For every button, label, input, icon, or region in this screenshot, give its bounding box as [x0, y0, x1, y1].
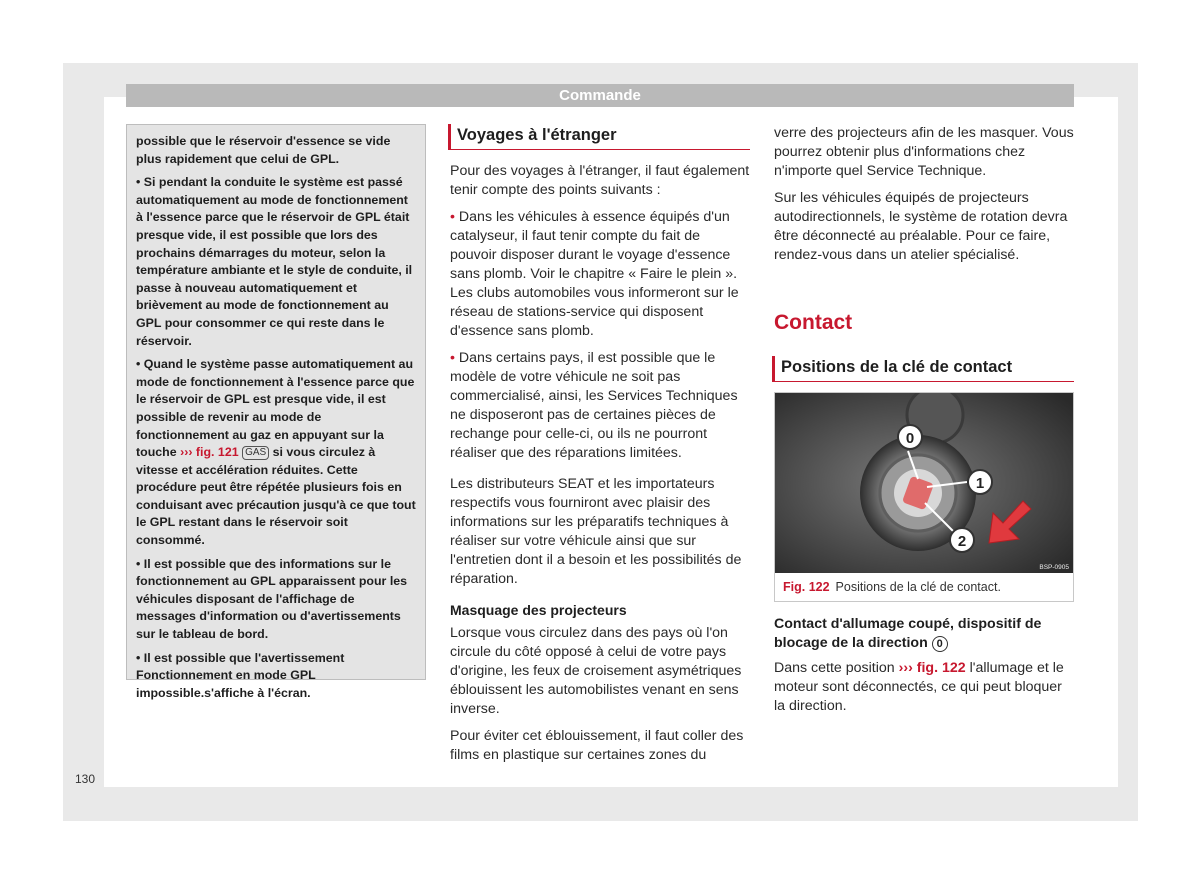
- position-2-label: 2: [957, 533, 967, 550]
- travel-bullet-1: [450, 208, 750, 341]
- travel-bullet-2: [450, 349, 750, 463]
- right-column: [774, 124, 1074, 382]
- middle-column: [450, 124, 750, 773]
- note-para-5: • Il est possible que l'avertissement Fonctionnement en mode GPL impossible.s'affiche à l'écran.: [136, 650, 345, 700]
- note-box: [126, 124, 426, 700]
- figure-code: BSP-0905: [1039, 564, 1069, 571]
- figure-122: [774, 392, 1074, 602]
- note-para-4: • Il est possible que des informations sur le fonctionnement au GPL apparaissent pour les véhicules disposant de l'affichage de messages d'information ou d'avertissements sur le tableau de bord.: [136, 556, 408, 642]
- note-para-3-end: si vous circulez à vitesse et accélération réduites. Cette procédure peut être répétée plusieurs fois en conduisant avec précaution jusqu'à ce que tout le GPL restant dans le réservoir soit consommé.: [136, 445, 416, 548]
- note-para-3-start: • Quand le système passe automatiquement au mode de fonctionnement à l'essence parce que le réservoir de GPL est presque vide, il est possible de revenir au mode de fonctionnement au gaz en appuyant sur la touche: [136, 357, 415, 460]
- position-0-label: 0: [905, 430, 915, 447]
- chapter-header: Commande: [126, 84, 1074, 107]
- masking-cont: verre des projecteurs afin de les masquer. Vous pourrez obtenir plus d'informations chez n'importe quel Service Technique.: [774, 125, 1074, 179]
- travel-bullet-1-text: Dans les véhicules à essence équipés d'un catalyseur, il faut tenir compte du fait de pouvoir disposer durant le voyage d'essence sans plomb. Voir le chapitre « Faire le plein ». Les clubs automobiles vous informeront sur le réseau de stations-service qui disposent d'essence sans plomb.: [450, 209, 739, 339]
- section-heading-key: Positions de la clé de contact: [772, 356, 1074, 382]
- figure-caption-label: Fig. 122: [783, 580, 830, 594]
- bullet-icon: •: [450, 350, 455, 366]
- masking-heading: Masquage des projecteurs: [450, 602, 627, 618]
- fig-122-link[interactable]: ››› fig. 122: [898, 660, 966, 676]
- position-1-label: 1: [975, 475, 985, 492]
- position-0-badge: 0: [932, 636, 948, 652]
- travel-bullet-2-text: Dans certains pays, il est possible que le modèle de votre véhicule ne soit pas commercialisé, ainsi, les Services Techniques ne disposeront pas de certaines pièces de rechange pour celle-ci, ou ils ne pourront réaliser que des réparations limitées.: [450, 350, 738, 461]
- fig-121-link[interactable]: ››› fig. 121: [180, 445, 239, 460]
- masking-para-1: Lorsque vous circulez dans des pays où l'on circule du côté opposé à celui de votre pays d'origine, les feux de croisement asymétriques éblouissent les automobilistes venant en sens inverse.: [450, 625, 742, 717]
- distributors-para: Les distributeurs SEAT et les importateurs respectifs vous fourniront avec plaisir des informations sur les préparatifs techniques à réaliser sur votre véhicule ainsi que sur l'entretien dont il a besoin et les possibilités de réparation.: [450, 476, 742, 587]
- ignition-off-block: [774, 615, 1074, 716]
- note-para-1: possible que le réservoir d'essence se vide plus rapidement que celui de GPL.: [136, 134, 391, 166]
- ignition-illustration: [775, 393, 1073, 573]
- travel-intro: Pour des voyages à l'étranger, il faut également tenir compte des points suivants :: [450, 163, 750, 198]
- contact-title: Contact: [774, 311, 853, 334]
- note-para-2: • Si pendant la conduite le système est passé automatiquement au mode de fonctionnement à l'essence parce que le réservoir de GPL était presque vide, il est possible que lors des prochains démarrages du moteur, selon la température ambiante et le style de conduite, il passe à nouveau automatiquement et brièvement au mode de fonctionnement au GPL pour consommer ce qui reste dans le réservoir.: [136, 175, 413, 348]
- ignition-off-heading-text: Contact d'allumage coupé, dispositif de blocage de la direction: [774, 616, 1042, 651]
- gas-key-icon: GAS: [242, 446, 269, 460]
- ignition-off-heading: [774, 615, 1074, 653]
- figure-caption-text: Positions de la clé de contact.: [835, 580, 1001, 594]
- ignition-off-body-end: l'allumage et le moteur sont déconnectés, ce qui peut bloquer la direction.: [774, 660, 1064, 714]
- ignition-off-body: [774, 659, 1074, 716]
- section-heading-travel: Voyages à l'étranger: [448, 124, 750, 150]
- rotation-para: Sur les véhicules équipés de projecteurs autodirectionnels, le système de rotation devra être déconnecté au préalable. Pour ce faire, rendez-vous dans un atelier spécialisé.: [774, 190, 1068, 263]
- masking-para-2: Pour éviter cet éblouissement, il faut coller des films en plastique sur certaines zones du: [450, 728, 744, 763]
- ignition-off-body-start: Dans cette position: [774, 660, 895, 676]
- page-number: 130: [75, 772, 96, 786]
- note-para-3: [136, 356, 417, 550]
- figure-caption: [783, 580, 1001, 594]
- bullet-icon: •: [450, 209, 455, 225]
